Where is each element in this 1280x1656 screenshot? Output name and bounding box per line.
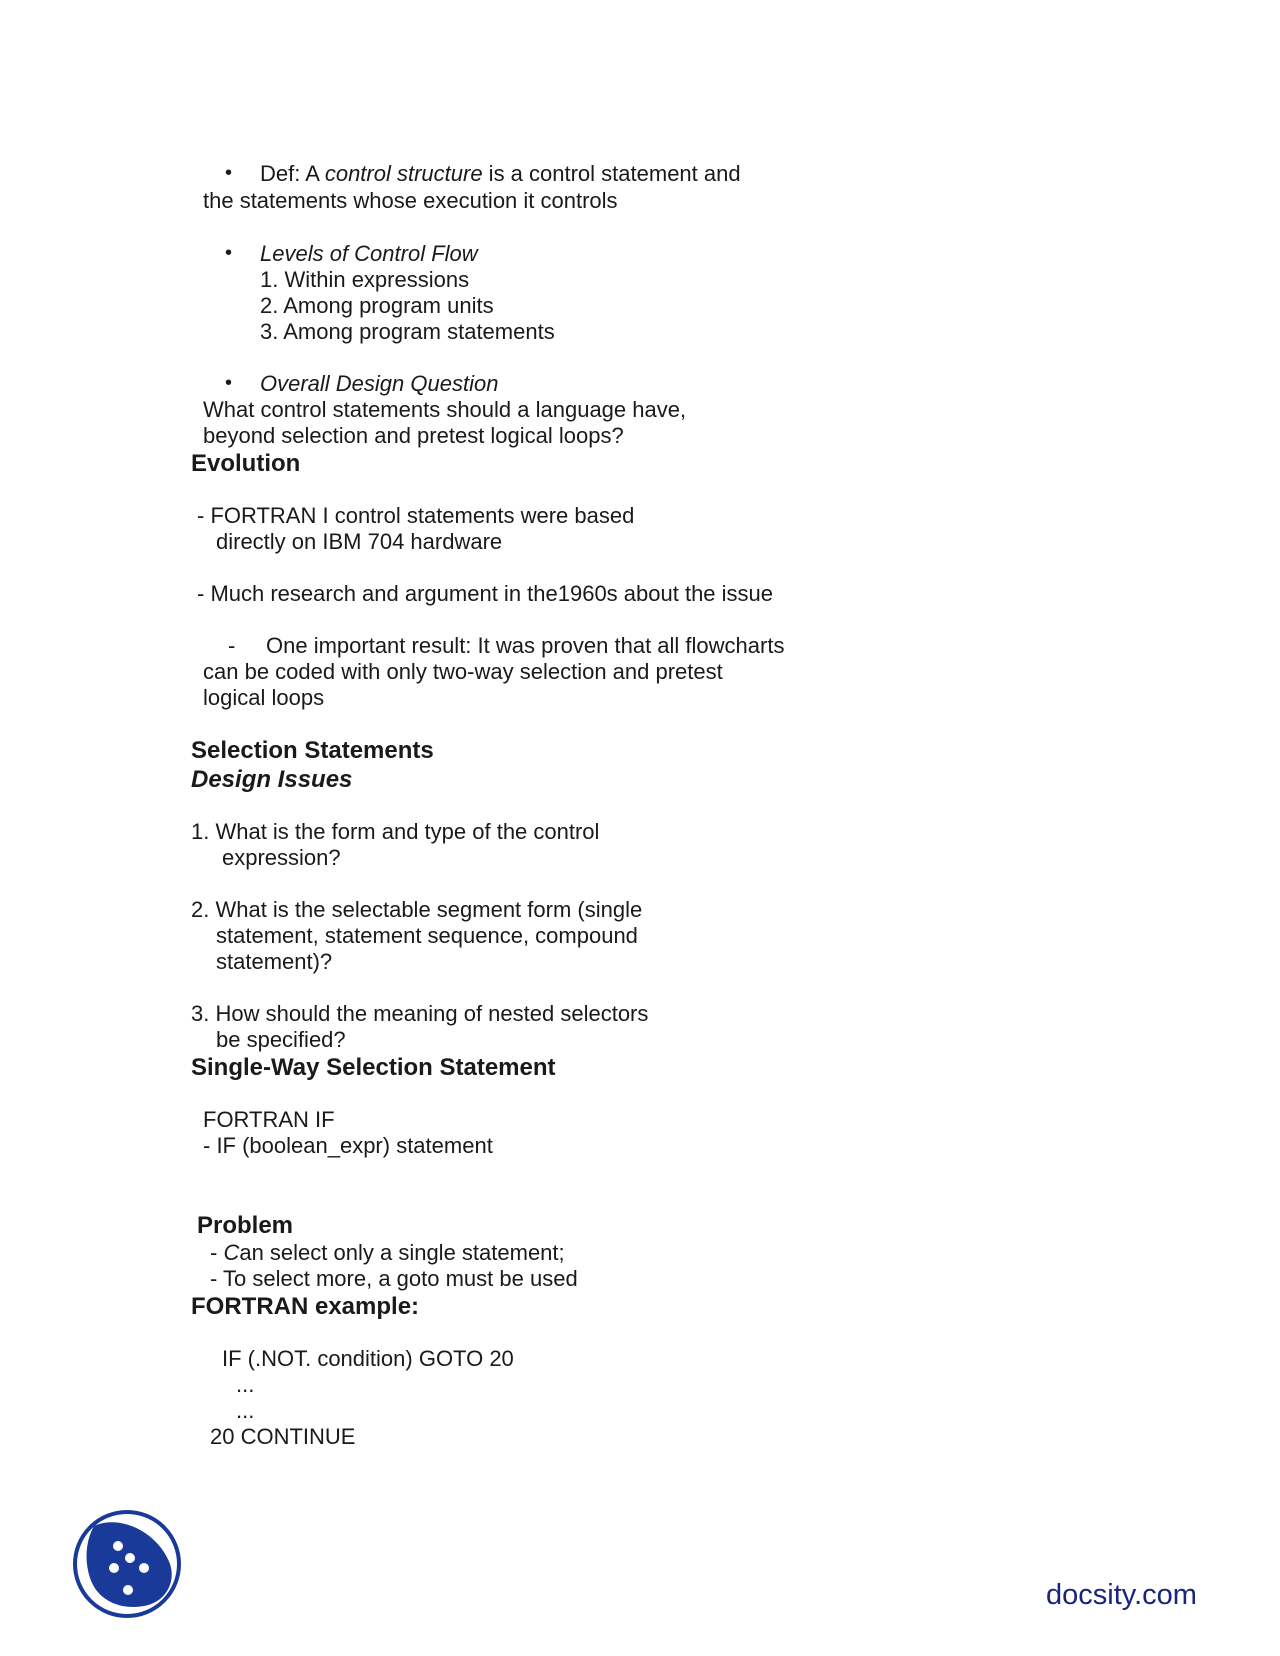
single-way-heading: Single-Way Selection Statement: [191, 1054, 556, 1081]
evolution-dash: -: [228, 633, 236, 658]
evolution-text: directly on IBM 704 hardware: [216, 529, 503, 554]
evolution-heading: Evolution: [191, 450, 301, 477]
problem-text: [210, 1239, 565, 1266]
bullet: •: [225, 162, 233, 184]
definition-prefix: Def: A: [260, 161, 325, 186]
problem-text: - To select more, a goto must be used: [210, 1266, 578, 1291]
levels-item: 1. Within expressions: [260, 267, 470, 292]
design-issue-question: statement, statement sequence, compound: [216, 923, 638, 948]
design-issue-question: 2. What is the selectable segment form (single: [191, 897, 643, 922]
example-heading: FORTRAN example:: [191, 1293, 420, 1320]
design-issue-question: expression?: [222, 845, 341, 870]
selection-heading: Selection Statements: [191, 737, 434, 764]
levels-item: 3. Among program statements: [260, 319, 555, 344]
levels-item: 2. Among program units: [260, 293, 494, 318]
bullet: •: [225, 242, 233, 264]
evolution-text: - Much research and argument in the1960s about the issue: [197, 581, 774, 606]
problem-initial: C: [223, 1240, 240, 1265]
definition-term: control structure: [324, 161, 483, 186]
code-line: 20 CONTINUE: [210, 1424, 356, 1449]
evolution-text: can be coded with only two-way selection and pretest: [203, 659, 723, 684]
design-issue-question: 1. What is the form and type of the control: [191, 819, 600, 844]
levels-title: Levels of Control Flow: [260, 241, 478, 266]
code-line: IF (.NOT. condition) GOTO 20: [222, 1346, 514, 1371]
design-question-line: beyond selection and pretest logical loops?: [203, 423, 624, 448]
design-question-line: What control statements should a language have,: [203, 397, 687, 422]
design-issue-question: be specified?: [216, 1027, 346, 1052]
docsity-site-link[interactable]: docsity.com: [1046, 1579, 1197, 1611]
evolution-text: One important result: It was proven that all flowcharts: [266, 633, 785, 658]
design-issues-subheading: Design Issues: [191, 766, 353, 793]
evolution-text: - FORTRAN I control statements were based: [197, 503, 635, 528]
single-way-text: - IF (boolean_expr) statement: [203, 1133, 493, 1158]
bullet: •: [225, 372, 233, 394]
design-issue-question: 3. How should the meaning of nested selectors: [191, 1001, 649, 1026]
design-issue-question: statement)?: [216, 949, 333, 974]
design-question-title: Overall Design Question: [260, 371, 499, 396]
code-line: ...: [236, 1398, 255, 1423]
definition-suffix: is a control statement and: [482, 161, 741, 186]
definition-line-2: the statements whose execution it controls: [203, 188, 618, 213]
docsity-logo-icon: [72, 1508, 182, 1620]
definition-line: [260, 160, 741, 187]
evolution-text: logical loops: [203, 685, 325, 710]
problem-heading: Problem: [197, 1212, 294, 1239]
code-line: ...: [236, 1372, 255, 1397]
problem-dash: -: [210, 1240, 224, 1265]
problem-rest: an select only a single statement;: [239, 1240, 565, 1265]
single-way-text: FORTRAN IF: [203, 1107, 335, 1132]
